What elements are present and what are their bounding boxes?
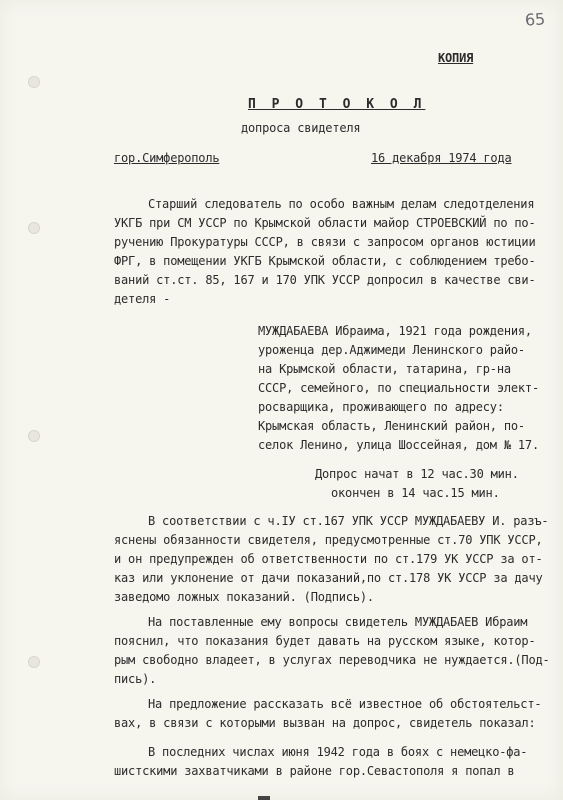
witness-line: МУЖДАБАЕВА Ибраима, 1921 года рождения, [258, 324, 532, 338]
punch-hole [28, 430, 40, 442]
start-time: Допрос начат в 12 час.30 мин. [315, 467, 519, 481]
text-line: яснены обязанности свидетеля, предусмотренные ст.70 УПК УССР, [114, 533, 543, 547]
punch-hole [28, 76, 40, 88]
text-line: шистскими захватчиками в районе гор.Севастополя я попал в [114, 764, 515, 778]
text-line: УКГБ при СМ УССР по Крымской области майор СТРОЕВСКИЙ по по- [114, 216, 536, 230]
text-line: пояснил, что показания будет давать на русском языке, котор- [114, 634, 536, 648]
text-line: пись). [114, 672, 157, 686]
text-line: Старший следователь по особо важным делам следотделения [148, 197, 535, 211]
witness-line: уроженца дер.Аджимеди Ленинского райо- [258, 343, 525, 357]
text-line: рым свободно владеет, в услугах переводчика не нуждается.(Под- [114, 653, 550, 667]
text-line: и он предупрежден об ответственности по ст.179 УК УССР за от- [114, 552, 543, 566]
punch-hole [28, 222, 40, 234]
text-line: вах, в связи с которыми вызван на допрос, свидетель показал: [114, 716, 536, 730]
text-line: В соответствии с ч.IУ ст.167 УПК УССР МУЖДАБАЕВУ И. разъ- [148, 514, 549, 528]
text-line: ФРГ, в помещении УКГБ Крымской области, с соблюдением требо- [114, 254, 536, 268]
text-line: На предложение рассказать всё известное об обстоятельст- [148, 697, 542, 711]
witness-line: на Крымской области, татарина, гр-на [258, 362, 511, 376]
text-line: заведомо ложных показаний. (Подпись). [114, 590, 374, 604]
document-subtitle: допроса свидетеля [241, 121, 361, 135]
document-title: П Р О Т О К О Л [248, 97, 426, 112]
text-line: ручению Прокуратуры СССР, в связи с запросом органов юстиции [114, 235, 536, 249]
end-time: окончен в 14 час.15 мин. [331, 486, 500, 500]
page-number: 65 [524, 9, 546, 30]
text-line: ваний ст.ст. 85, 167 и 170 УПК УССР допросил в качестве сви- [114, 273, 536, 287]
place: гор.Симферополь [114, 151, 220, 165]
date: 16 декабря 1974 года [371, 151, 512, 165]
punch-hole [28, 656, 40, 668]
text-line: На поставленные ему вопросы свидетель МУЖДАБАЕВ Ибраим [148, 615, 528, 629]
text-line: детеля - [114, 292, 171, 306]
witness-line: СССР, семейного, по специальности элект- [258, 381, 539, 395]
ink-mark [258, 796, 270, 800]
witness-line: селок Ленино, улица Шоссейная, дом № 17. [258, 438, 539, 452]
witness-line: Крымская область, Ленинский район, по- [258, 419, 525, 433]
copy-stamp: КОПИЯ [438, 51, 474, 65]
text-line: каз или уклонение от дачи показаний,по ст.178 УК УССР за дачу [114, 571, 543, 585]
text-line: В последних числах июня 1942 года в боях с немецко-фа- [148, 745, 528, 759]
witness-line: росварщика, проживающего по адресу: [258, 400, 504, 414]
